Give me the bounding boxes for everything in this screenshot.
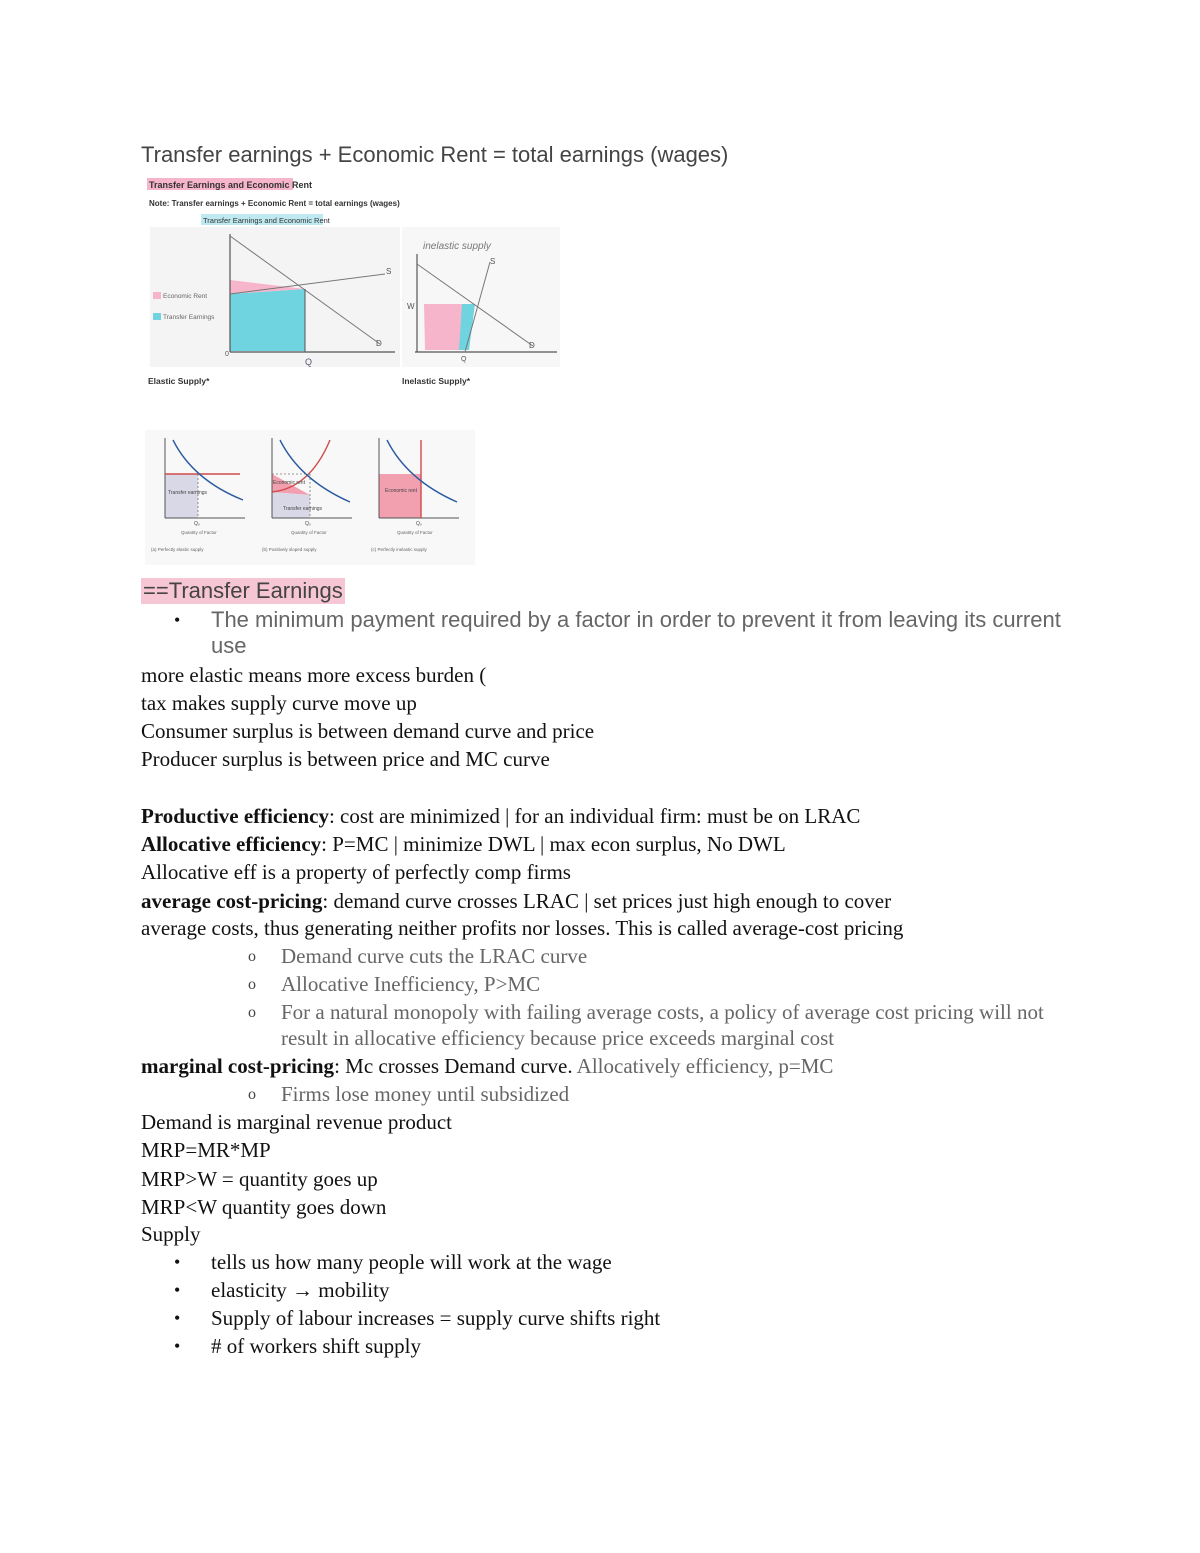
marginal-cost-pricing-note: Allocatively efficiency, p=MC (576, 1054, 834, 1078)
sub-bullet-marker: o (248, 1086, 256, 1103)
text-line: tax makes supply curve move up (141, 691, 417, 715)
avg-sub-item: For a natural monopoly with failing average costs, a policy of average cost pricing will not result in allocative efficiency because price exceeds marginal cost (281, 1000, 1044, 1050)
page-heading: Transfer earnings + Economic Rent = total earnings (wages) (141, 142, 729, 167)
supply-label-left: S (386, 267, 392, 276)
supply-heading: Supply (141, 1222, 201, 1246)
bullet-dot: • (174, 1336, 181, 1356)
transfer-earnings-heading: ==Transfer Earnings (143, 578, 343, 603)
caption-c: (c) Perfectly inelastic supply (371, 547, 427, 552)
allocative-efficiency-term: Allocative efficiency (141, 832, 322, 856)
text-line: Consumer surplus is between demand curve and price (141, 719, 595, 743)
supply-bullet: elasticity → mobility (211, 1278, 390, 1302)
bullet-dot: • (174, 1252, 181, 1272)
elastic-supply-label: Elastic Supply* (148, 376, 210, 386)
productive-efficiency-def: : cost are minimized | for an individual firm: must be on LRAC (328, 804, 861, 828)
average-cost-pricing-def: : demand curve crosses LRAC | set prices just high enough to cover (322, 889, 892, 913)
avg-sub-item: Demand curve cuts the LRAC curve (281, 944, 588, 968)
supply-bullet: Supply of labour increases = supply curve shifts right (211, 1306, 661, 1330)
allocative-efficiency-def: : P=MC | minimize DWL | max econ surplus, No DWL (321, 832, 786, 856)
transfer-label-a: Transfer earnings (168, 490, 207, 496)
text-line: more elastic means more excess burden ( (141, 663, 487, 687)
sub-bullet-marker: o (248, 976, 256, 993)
transfer-earnings-figure (145, 172, 565, 397)
transfer-earnings-area (230, 289, 305, 351)
supply-label-right: S (490, 257, 496, 266)
caption-b: (b) Positively sloped supply (262, 547, 317, 552)
supply-bullet: # of workers shift supply (211, 1334, 421, 1358)
mrp-line: MRP>W = quantity goes up (141, 1167, 378, 1191)
demand-label-right: D (529, 341, 535, 350)
xlabel-b: Quantity of Factor (291, 530, 327, 535)
wage-label: W (407, 302, 415, 311)
rent-label-b: Economic rent (273, 480, 305, 486)
mrp-line: MRP=MR*MP (141, 1138, 271, 1162)
avg-sub-item: Allocative Inefficiency, P>MC (281, 972, 541, 996)
origin-label: 0 (225, 351, 229, 358)
average-cost-pricing-def-2: average costs, thus generating neither profits nor losses. This is called average-cost pricing (141, 916, 904, 940)
mrp-line: Demand is marginal revenue product (141, 1110, 453, 1134)
marginal-cost-pricing-term: marginal cost-pricing (141, 1054, 335, 1078)
q-label-a: Q₀ (194, 521, 200, 527)
xlabel-a: Quantity of Factor (181, 530, 217, 535)
average-cost-pricing-term: average cost-pricing (141, 889, 323, 913)
allocative-note: Allocative eff is a property of perfectly comp firms (141, 860, 571, 884)
rent-label-c: Economic rent (385, 488, 417, 494)
caption-a: (a) Perfectly elastic supply (151, 547, 204, 552)
q-label-c: Q₀ (416, 521, 422, 527)
average-cost-pricing-line (141, 889, 891, 914)
marginal-cost-pricing-line (141, 1054, 833, 1079)
text-line: Producer surplus is between price and MC curve (141, 747, 550, 771)
transfer-earnings-definition: The minimum payment required by a factor in order to prevent it from leaving its current use (211, 607, 1061, 658)
xlabel-c: Quantity of Factor (397, 530, 433, 535)
figure1-note: Note: Transfer earnings + Economic Rent = total earnings (wages) (149, 199, 400, 208)
sub-bullet-marker: o (248, 948, 256, 965)
handwritten-note: inelastic supply (423, 241, 491, 252)
quantity-label-right: Q (461, 356, 467, 363)
marg-sub-item: Firms lose money until subsidized (281, 1082, 570, 1106)
productive-efficiency-line (141, 804, 860, 829)
transfer-label-b: Transfer earnings (283, 506, 322, 512)
productive-efficiency-term: Productive efficiency (141, 804, 329, 828)
inelastic-supply-label: Inelastic Supply* (402, 376, 471, 386)
figure1-inner-title: Transfer Earnings and Economic Rent (203, 216, 330, 225)
bullet-dot: • (174, 1308, 181, 1328)
supply-elasticity-figure (145, 430, 475, 565)
q-label-b: Q₀ (305, 521, 311, 527)
sub-bullet-marker: o (248, 1004, 256, 1021)
legend-rent: Economic Rent (163, 293, 208, 300)
marginal-cost-pricing-def: : Mc crosses Demand curve. (334, 1054, 577, 1078)
bullet-dot: • (174, 610, 181, 630)
bullet-dot: • (174, 1280, 181, 1300)
figure1-title: Transfer Earnings and Economic Rent (149, 180, 313, 190)
mrp-line: MRP<W quantity goes down (141, 1195, 387, 1219)
supply-bullet: tells us how many people will work at the wage (211, 1250, 612, 1274)
demand-label-left: D (376, 339, 382, 348)
legend-transfer: Transfer Earnings (163, 314, 215, 321)
quantity-label-left: Q (305, 357, 313, 367)
allocative-efficiency-line (141, 832, 786, 857)
